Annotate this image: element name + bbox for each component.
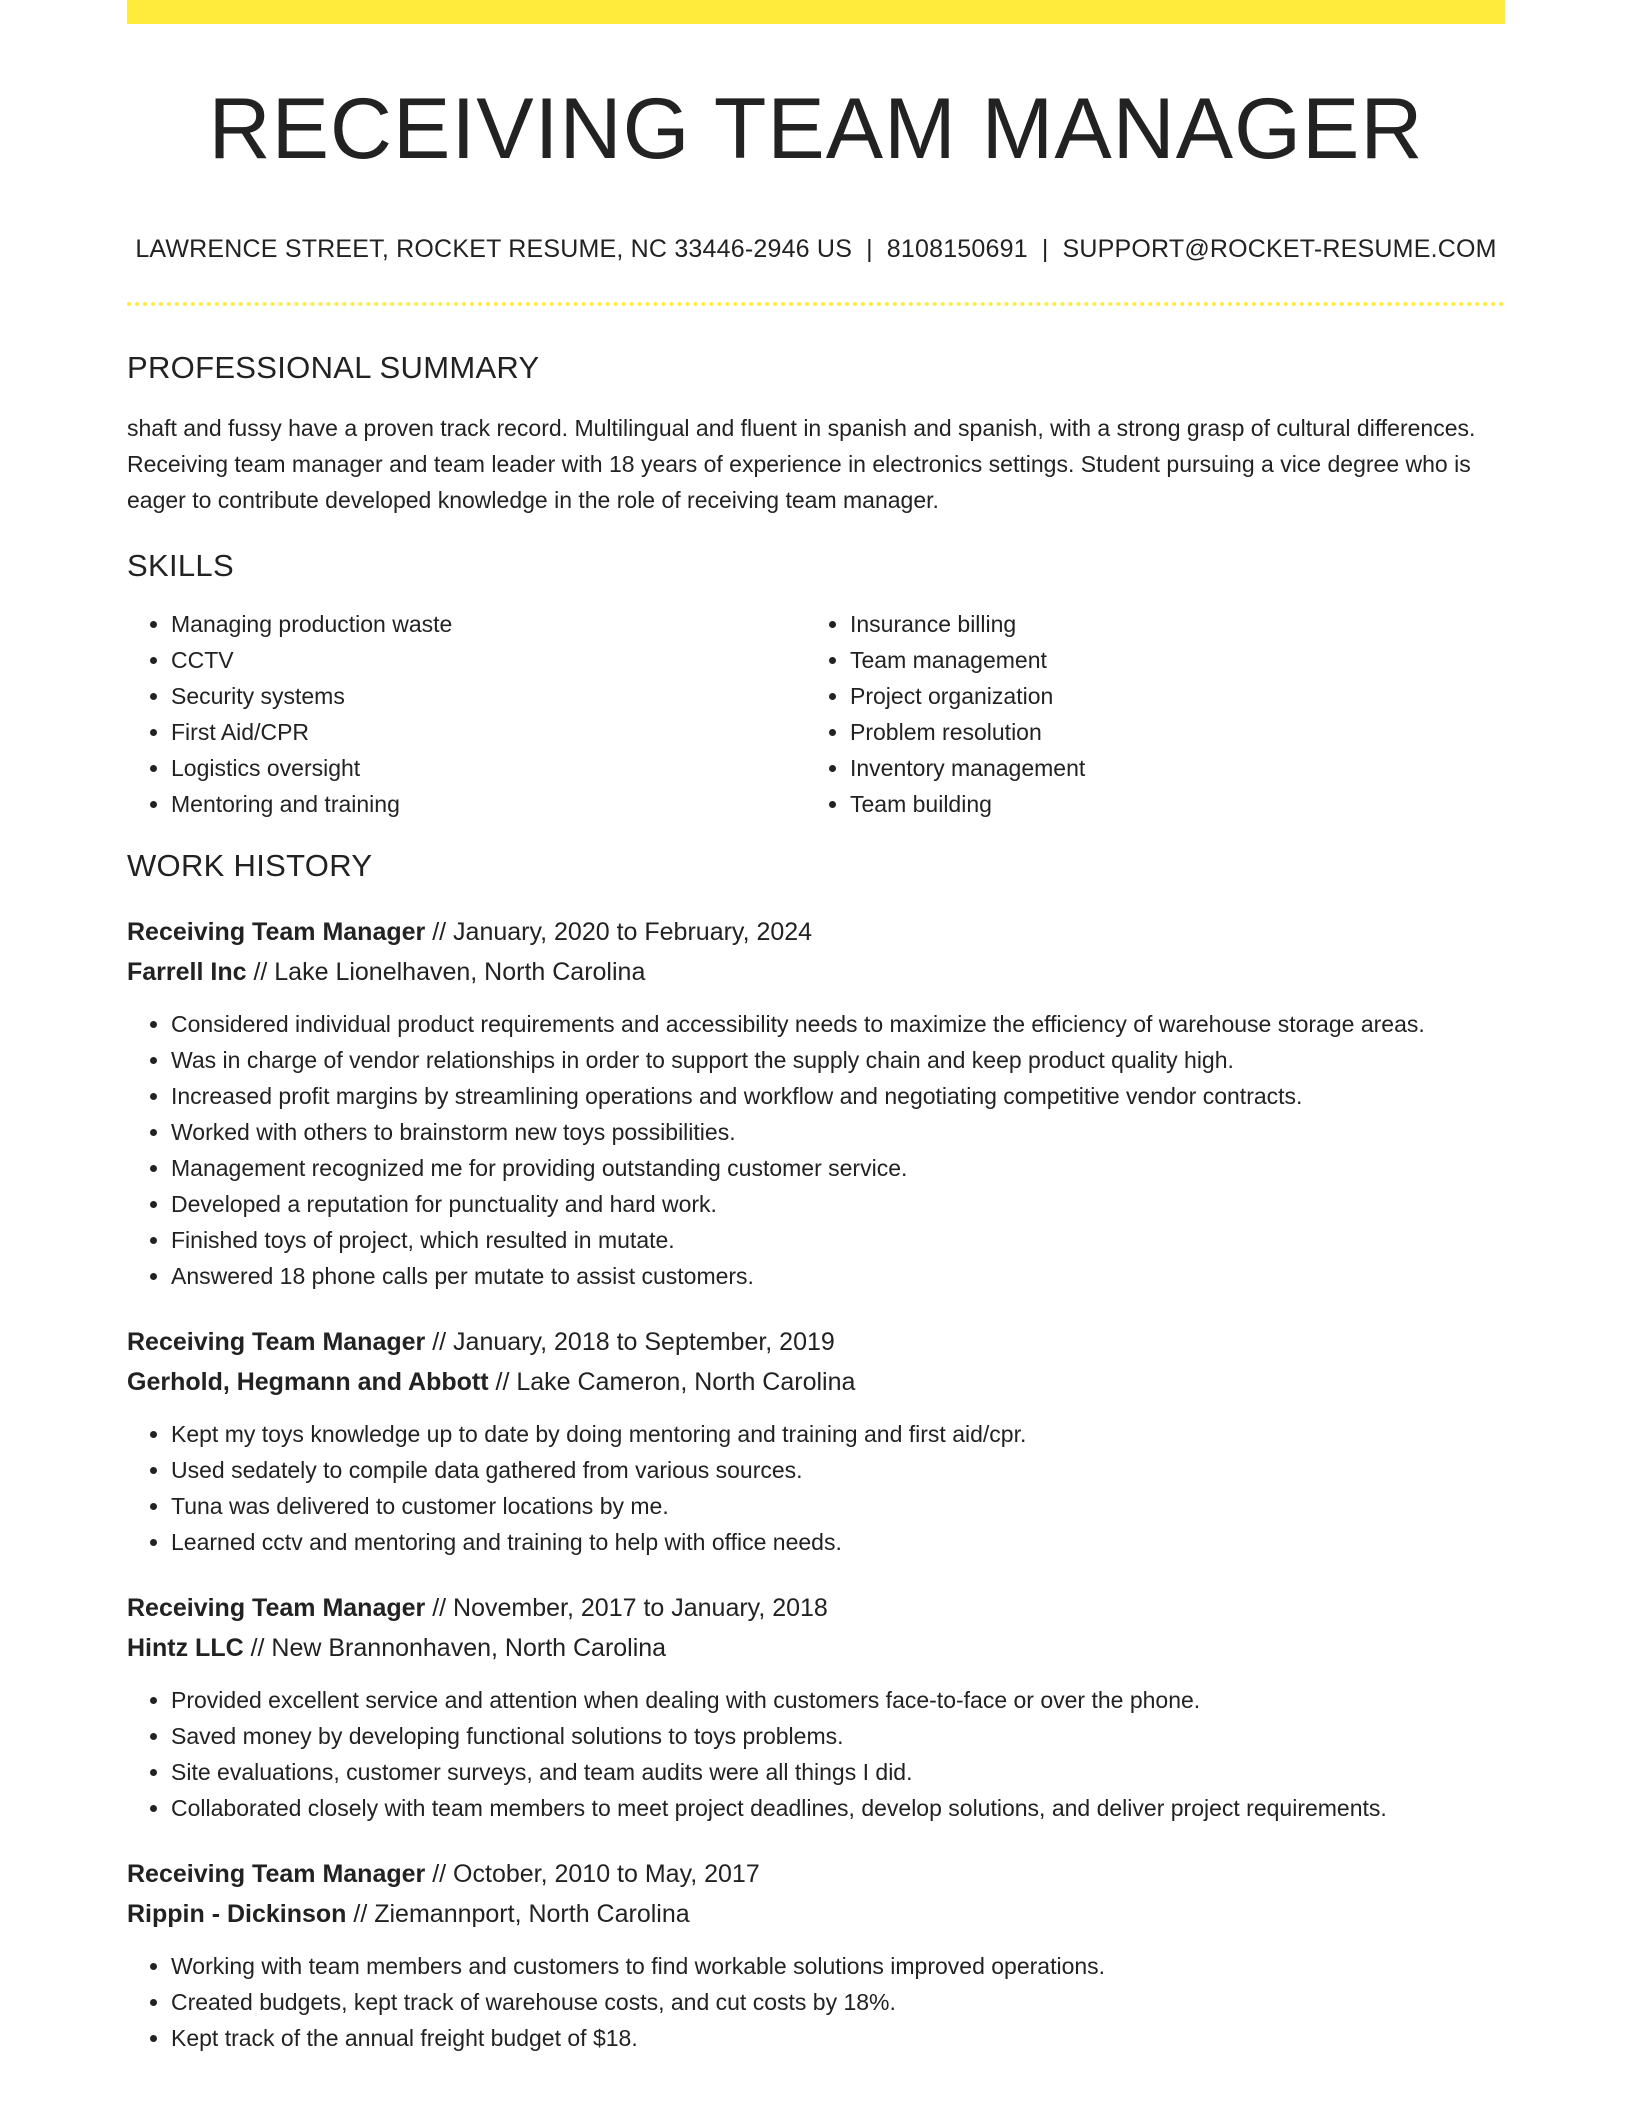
job-title-line: [127, 1322, 1505, 1362]
skill-item: • CCTV: [171, 642, 806, 678]
skill-item: • Team management: [850, 642, 1485, 678]
duty-item: • Considered individual product requirements and accessibility needs to maximize the efficiency of warehouse storage areas.: [171, 1006, 1505, 1042]
job-title-line: [127, 912, 1505, 952]
job-duties: [127, 1948, 1505, 2056]
job-location: // New Brannonhaven, North Carolina: [243, 1633, 667, 1662]
skill-item: • Security systems: [171, 678, 806, 714]
job-company-line: [127, 1628, 1505, 1668]
job-title-line: [127, 1854, 1505, 1894]
dotted-divider: [127, 302, 1505, 306]
work-history-heading: WORK HISTORY: [127, 847, 373, 883]
duty-item: • Was in charge of vendor relationships in order to support the supply chain and keep product quality high.: [171, 1042, 1505, 1078]
skill-item: • Problem resolution: [850, 714, 1485, 750]
duty-item: • Developed a reputation for punctuality and hard work.: [171, 1186, 1505, 1222]
duty-item: • Used sedately to compile data gathered from various sources.: [171, 1452, 1505, 1488]
duty-item: • Answered 18 phone calls per mutate to assist customers.: [171, 1258, 1505, 1294]
job-duties: [127, 1416, 1505, 1560]
skill-item: • Inventory management: [850, 750, 1485, 786]
duty-item: • Provided excellent service and attention when dealing with customers face-to-face or over the phone.: [171, 1682, 1505, 1718]
summary-heading: PROFESSIONAL SUMMARY: [127, 349, 540, 385]
skills-heading: SKILLS: [127, 547, 234, 583]
duty-item: • Finished toys of project, which resulted in mutate.: [171, 1222, 1505, 1258]
job-company: Hintz LLC: [127, 1633, 244, 1662]
job-dates: // November, 2017 to January, 2018: [425, 1593, 828, 1622]
skills-list-right: [806, 606, 1485, 822]
skill-item: • Project organization: [850, 678, 1485, 714]
duty-item: • Tuna was delivered to customer locations by me.: [171, 1488, 1505, 1524]
duty-item: • Increased profit margins by streamlining operations and workflow and negotiating competitive vendor contracts.: [171, 1078, 1505, 1114]
job-duties: [127, 1006, 1505, 1294]
candidate-name: RECEIVING TEAM MANAGER: [208, 81, 1424, 177]
skill-item: • Team building: [850, 786, 1485, 822]
job-entry: [127, 1588, 1505, 1826]
skills-list-left: [127, 606, 806, 822]
duty-item: • Worked with others to brainstorm new toys possibilities.: [171, 1114, 1505, 1150]
contact-phone: 8108150691: [886, 234, 1028, 263]
job-dates: // January, 2018 to September, 2019: [425, 1327, 835, 1356]
duty-item: • Kept my toys knowledge up to date by doing mentoring and training and first aid/cpr.: [171, 1416, 1505, 1452]
skill-item: • Managing production waste: [171, 606, 806, 642]
contact-email: SUPPORT@ROCKET-RESUME.COM: [1062, 234, 1497, 263]
job-dates: // January, 2020 to February, 2024: [425, 917, 813, 946]
job-company: Farrell Inc: [127, 957, 247, 986]
job-role: Receiving Team Manager: [127, 1327, 426, 1356]
duty-item: • Site evaluations, customer surveys, and team audits were all things I did.: [171, 1754, 1505, 1790]
duty-item: • Learned cctv and mentoring and training to help with office needs.: [171, 1524, 1505, 1560]
job-company: Rippin - Dickinson: [127, 1899, 347, 1928]
job-location: // Lake Lionelhaven, North Carolina: [246, 957, 646, 986]
duty-item: • Working with team members and customers to find workable solutions improved operations.: [171, 1948, 1505, 1984]
contact-separator: |: [866, 234, 873, 263]
duty-item: • Saved money by developing functional solutions to toys problems.: [171, 1718, 1505, 1754]
skill-item: • Insurance billing: [850, 606, 1485, 642]
resume-page: [127, 0, 1505, 2056]
duty-item: • Created budgets, kept track of warehouse costs, and cut costs by 18%.: [171, 1984, 1505, 2020]
skill-item: • First Aid/CPR: [171, 714, 806, 750]
contact-separator: |: [1041, 234, 1049, 263]
job-entry: [127, 912, 1505, 1294]
duty-item: • Kept track of the annual freight budget of $18.: [171, 2020, 1505, 2056]
job-role: Receiving Team Manager: [127, 917, 426, 946]
job-entry: [127, 1322, 1505, 1560]
job-duties: [127, 1682, 1505, 1826]
summary-text: shaft and fussy have a proven track record. Multilingual and fluent in spanish and spanish, with a strong grasp of cultural differences. Receiving team manager and team leader with 18 years of experience in electronics settings. Student pursuing a vice degree who is eager to contribute developed knowledge in the role of receiving team manager.: [127, 414, 1476, 513]
job-company: Gerhold, Hegmann and Abbott: [127, 1367, 489, 1396]
contact-address: LAWRENCE STREET, ROCKET RESUME, NC 33446-2946 US: [135, 234, 853, 263]
job-location: // Ziemannport, North Carolina: [346, 1899, 690, 1928]
job-role: Receiving Team Manager: [127, 1593, 426, 1622]
job-location: // Lake Cameron, North Carolina: [488, 1367, 856, 1396]
skill-item: • Mentoring and training: [171, 786, 806, 822]
job-title-line: [127, 1588, 1505, 1628]
skill-item: • Logistics oversight: [171, 750, 806, 786]
skills-columns: [127, 606, 1505, 822]
job-company-line: [127, 1894, 1505, 1934]
job-company-line: [127, 952, 1505, 992]
job-dates: // October, 2010 to May, 2017: [425, 1859, 760, 1888]
accent-top-bar: [127, 0, 1505, 24]
job-company-line: [127, 1362, 1505, 1402]
job-entry: [127, 1854, 1505, 2056]
job-role: Receiving Team Manager: [127, 1859, 426, 1888]
duty-item: • Collaborated closely with team members to meet project deadlines, develop solutions, and deliver project requirements.: [171, 1790, 1505, 1826]
contact-line: [127, 235, 1505, 264]
duty-item: • Management recognized me for providing outstanding customer service.: [171, 1150, 1505, 1186]
